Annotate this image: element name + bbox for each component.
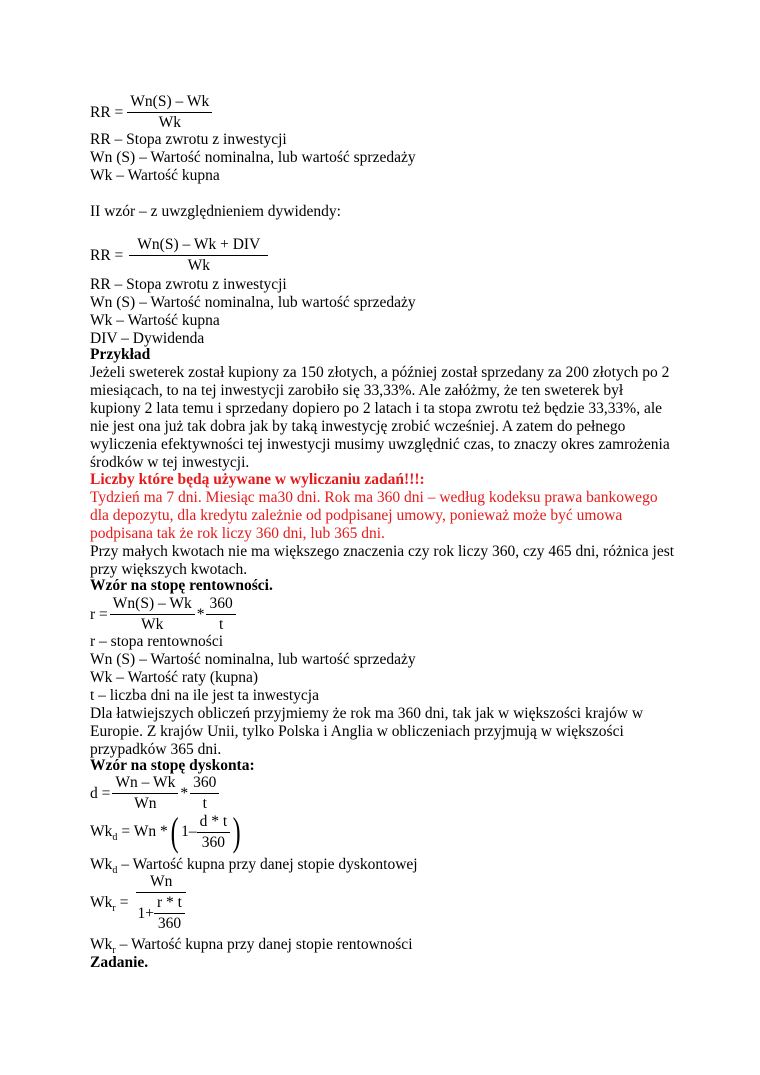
def-text: – Wartość kupna przy danej stopie rentowności	[115, 936, 413, 953]
definition-line: Wn (S) – Wartość nominalna, lub wartość sprzedaży	[90, 149, 416, 166]
right-paren: )	[232, 809, 241, 854]
formula-lhs: r =	[90, 605, 108, 623]
definition-line	[90, 856, 418, 876]
formula-lhs	[90, 823, 117, 841]
fraction	[129, 237, 268, 274]
example-heading: Przykład	[90, 346, 151, 363]
definition-line: r – stopa rentowności	[90, 633, 224, 650]
def-main: Wk	[90, 936, 113, 953]
definition-line: DIV – Dywidenda	[90, 330, 205, 347]
fraction-numerator: 360	[206, 596, 235, 615]
fraction-denominator: Wk	[187, 257, 210, 274]
definition-line: Wk – Wartość kupna	[90, 167, 220, 184]
paragraph-line: przypadków 365 dni.	[90, 741, 222, 758]
fraction	[206, 596, 235, 633]
fraction	[110, 596, 195, 633]
formula-wkd	[90, 809, 243, 854]
def-subscript: r	[112, 945, 116, 956]
definition-line: Wk – Wartość kupna	[90, 312, 220, 329]
fraction-denominator: 360	[201, 833, 225, 851]
definition-line: RR – Stopa zwrotu z inwestycji	[90, 131, 287, 148]
multiply-operator: *	[196, 605, 205, 623]
fraction	[190, 775, 219, 812]
paragraph-line: podpisana tak że rok liczy 360 dni, lub 365 dni.	[90, 525, 385, 542]
definition-line: Wk – Wartość raty (kupna)	[90, 669, 259, 686]
formula-rentownosc	[90, 596, 236, 633]
formula-rr	[90, 94, 212, 131]
paragraph-line: Przy małych kwotach nie ma większego znaczenia czy rok liczy 360, czy 465 dni, różnica jest	[90, 543, 675, 560]
def-main: Wk	[90, 856, 113, 873]
definition-line: Wn (S) – Wartość nominalna, lub wartość sprzedaży	[90, 651, 416, 668]
fraction-denominator: Wk	[158, 114, 181, 131]
one-plus: 1+	[137, 904, 154, 922]
rent-heading: Wzór na stopę rentowności.	[90, 577, 273, 594]
inner-fraction	[154, 895, 185, 932]
fraction-denominator: 360	[157, 915, 182, 932]
lhs-main: Wk	[90, 894, 113, 911]
fraction-denominator	[134, 893, 187, 932]
fraction-denominator: Wn	[134, 795, 157, 812]
lhs-main: Wk	[90, 823, 113, 840]
def-text: – Wartość kupna przy danej stopie dyskontowej	[117, 856, 418, 873]
paragraph-line: środków w tej inwestycji.	[90, 454, 250, 471]
lhs-subscript: r	[112, 903, 116, 914]
formula-lhs: d =	[90, 784, 111, 802]
paragraph-line: nie jest ona już tak dobra jak by taką inwestycję zrobić wcześniej. A zatem do pełnego	[90, 418, 626, 435]
fraction-numerator: Wn – Wk	[112, 775, 178, 794]
formula-wkr	[90, 874, 188, 932]
task-heading: Zadanie.	[90, 954, 149, 971]
fraction-denominator: t	[202, 795, 207, 812]
fraction	[134, 874, 187, 932]
formula-lhs: RR =	[90, 103, 124, 121]
numbers-heading: Liczby które będą używane w wyliczaniu zadań!!!:	[90, 471, 425, 488]
paragraph-line: kupiony 2 lata temu i sprzedany dopiero po 2 latach i ta stopa zwrotu też będzie 33,33%, ale	[90, 400, 663, 417]
formula-lhs: RR =	[90, 246, 124, 264]
lhs-subscript: d	[112, 832, 118, 843]
left-paren: (	[170, 809, 179, 854]
formula-dyskonto	[90, 775, 219, 812]
fraction-numerator: d * t	[197, 814, 231, 833]
definition-line: Wn (S) – Wartość nominalna, lub wartość sprzedaży	[90, 294, 416, 311]
definition-line	[90, 936, 413, 956]
fraction-numerator: Wn(S) – Wk	[127, 94, 212, 113]
multiply-operator: *	[180, 784, 189, 802]
fraction-numerator: Wn(S) – Wk	[110, 596, 195, 615]
paragraph-line: dla depozytu, dla kredytu zależnie od podpisanej umowy, ponieważ może być umowa	[90, 507, 623, 524]
fraction	[197, 814, 231, 851]
one-minus: 1–	[181, 823, 197, 840]
section-heading: II wzór – z uwzględnieniem dywidendy:	[90, 203, 341, 220]
paragraph-line: Tydzień ma 7 dni. Miesiąc ma30 dni. Rok ma 360 dni – według kodeksu prawa bankowego	[90, 489, 658, 506]
paragraph-line: wyliczenia efektywności tej inwestycji musimy uwzględnić czas, to znaczy okres zamrożenia	[90, 436, 670, 453]
definition-line: t – liczba dni na ile jest ta inwestycja	[90, 687, 319, 704]
fraction-numerator: Wn	[136, 874, 186, 893]
paragraph-line: miesiącach, to na tej inwestycji zarobiło się 33,33%. Ale załóżmy, że ten sweterek był	[90, 382, 624, 399]
fraction-numerator: r * t	[154, 895, 185, 914]
fraction-numerator: 360	[190, 775, 219, 794]
discount-heading: Wzór na stopę dyskonta:	[90, 757, 255, 774]
formula-rr-div	[90, 237, 268, 274]
paragraph-line: Europie. Z krajów Unii, tylko Polska i Anglia w obliczeniach przyjmują w większości	[90, 723, 624, 740]
formula-lhs	[90, 894, 116, 912]
paragraph-line: przy większych kwotach.	[90, 561, 248, 578]
fraction-denominator: Wk	[141, 616, 164, 633]
equals-expression: = Wn *	[121, 823, 168, 840]
equals-sign: =	[119, 894, 129, 911]
definition-line: RR – Stopa zwrotu z inwestycji	[90, 276, 287, 293]
fraction-numerator: Wn(S) – Wk + DIV	[129, 237, 268, 256]
fraction	[112, 775, 178, 812]
def-subscript: d	[112, 865, 118, 876]
paragraph-line: Jeżeli sweterek został kupiony za 150 złotych, a później został sprzedany za 200 złotych po 2	[90, 364, 670, 381]
paragraph-line: Dla łatwiejszych obliczeń przyjmiemy że rok ma 360 dni, tak jak w większości krajów w	[90, 705, 644, 722]
fraction	[127, 94, 212, 131]
fraction-denominator: t	[218, 616, 224, 633]
